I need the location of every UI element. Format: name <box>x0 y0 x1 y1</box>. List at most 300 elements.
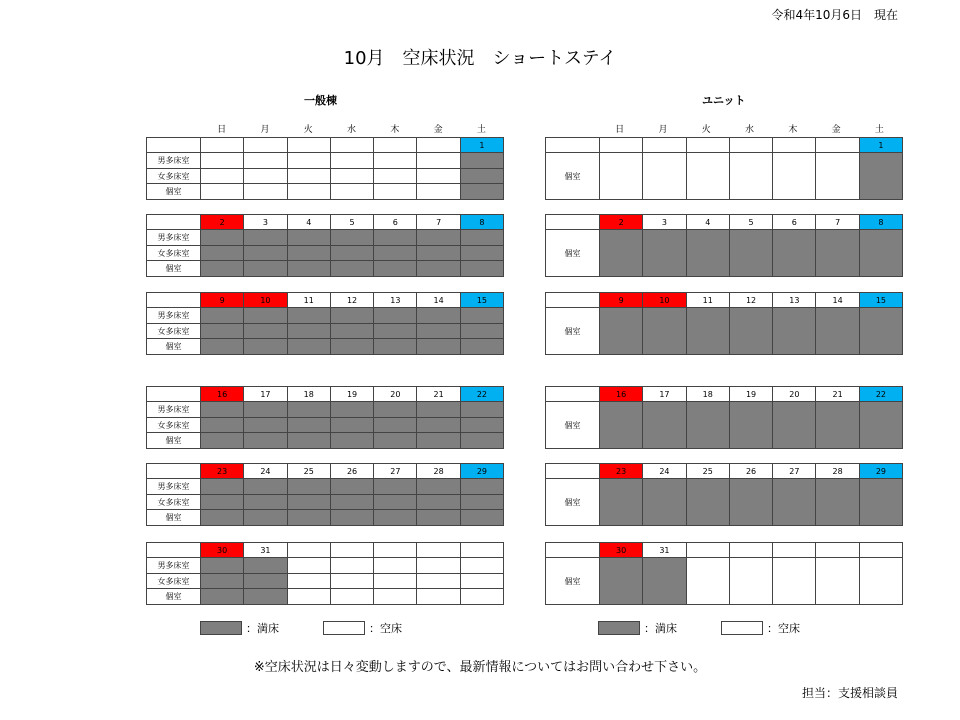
day-number-cell <box>729 138 772 153</box>
availability-cell-full <box>773 308 816 355</box>
legend-full-swatch <box>200 621 242 635</box>
availability-cell-full <box>287 339 330 355</box>
availability-cell-empty <box>330 184 373 200</box>
availability-cell-full <box>686 230 729 277</box>
availability-cell-full <box>460 510 503 526</box>
header-label-cell <box>147 215 201 230</box>
availability-cell-full <box>201 261 244 277</box>
availability-cell-full <box>460 479 503 495</box>
day-number-cell <box>600 138 643 153</box>
availability-cell-full <box>600 230 643 277</box>
weekday-thu: 木 <box>788 125 798 135</box>
availability-cell-full <box>686 308 729 355</box>
availability-cell-empty <box>686 153 729 200</box>
day-number-cell: 2 <box>201 215 244 230</box>
day-number-cell: 29 <box>460 464 503 479</box>
day-number-cell <box>330 138 373 153</box>
availability-cell-full <box>460 308 503 324</box>
day-number-cell: 6 <box>773 215 816 230</box>
day-number-cell: 20 <box>773 387 816 402</box>
room-type-label: 男多床室 <box>147 402 201 418</box>
room-type-label: 個室 <box>147 510 201 526</box>
legend-full-swatch <box>598 621 640 635</box>
availability-cell-full <box>201 589 244 605</box>
availability-cell-full <box>330 433 373 449</box>
header-label-cell <box>546 138 600 153</box>
room-type-label: 女多床室 <box>147 245 201 261</box>
header-label-cell <box>147 543 201 558</box>
availability-cell-full <box>244 510 287 526</box>
availability-cell-full <box>330 230 373 246</box>
day-number-cell: 10 <box>244 293 287 308</box>
availability-cell-full <box>417 323 460 339</box>
legend-empty-label: ：空床 <box>767 622 800 635</box>
availability-cell-full <box>330 494 373 510</box>
room-type-label: 個室 <box>147 261 201 277</box>
availability-cell-empty <box>287 573 330 589</box>
availability-cell-full <box>287 479 330 495</box>
header-label-cell <box>147 464 201 479</box>
room-type-label: 個室 <box>546 153 600 200</box>
day-number-cell <box>729 543 772 558</box>
day-number-cell: 28 <box>816 464 859 479</box>
day-number-cell: 16 <box>201 387 244 402</box>
availability-cell-full <box>201 494 244 510</box>
availability-cell-empty <box>417 184 460 200</box>
weekday-tue: 火 <box>303 125 313 135</box>
day-number-cell <box>686 543 729 558</box>
availability-cell-full <box>460 417 503 433</box>
availability-cell-full <box>374 323 417 339</box>
availability-cell-full <box>417 402 460 418</box>
day-number-cell <box>859 543 902 558</box>
availability-cell-full <box>600 558 643 605</box>
availability-cell-empty <box>287 153 330 169</box>
availability-cell-full <box>643 230 686 277</box>
weekday-fri: 金 <box>831 125 841 135</box>
availability-cell-empty <box>374 589 417 605</box>
availability-cell-full <box>244 433 287 449</box>
availability-cell-full <box>287 494 330 510</box>
day-number-cell: 20 <box>374 387 417 402</box>
availability-cell-full <box>287 433 330 449</box>
day-number-cell: 26 <box>729 464 772 479</box>
room-type-label: 個室 <box>147 589 201 605</box>
day-number-cell: 14 <box>417 293 460 308</box>
availability-cell-full <box>417 417 460 433</box>
room-type-label: 個室 <box>546 479 600 526</box>
day-number-cell: 11 <box>287 293 330 308</box>
availability-cell-empty <box>374 558 417 574</box>
availability-cell-full <box>201 230 244 246</box>
header-label-cell <box>546 293 600 308</box>
availability-cell-full <box>643 479 686 526</box>
availability-cell-full <box>374 261 417 277</box>
calendar-unit-week-4 <box>545 386 903 449</box>
day-number-cell: 7 <box>816 215 859 230</box>
day-number-cell: 18 <box>287 387 330 402</box>
availability-cell-full <box>460 261 503 277</box>
day-number-cell: 31 <box>643 543 686 558</box>
availability-cell-full <box>460 323 503 339</box>
availability-cell-empty <box>643 153 686 200</box>
availability-cell-full <box>201 323 244 339</box>
availability-cell-full <box>374 245 417 261</box>
availability-cell-empty <box>460 558 503 574</box>
section-title-unit: ユニット <box>702 94 746 107</box>
availability-cell-full <box>244 339 287 355</box>
legend-empty-swatch <box>721 621 763 635</box>
weekday-sat: 土 <box>476 125 486 135</box>
availability-cell-full <box>417 261 460 277</box>
availability-cell-full <box>244 402 287 418</box>
availability-cell-full <box>287 510 330 526</box>
availability-cell-empty <box>417 589 460 605</box>
legend-general <box>200 620 402 636</box>
availability-cell-full <box>201 245 244 261</box>
day-number-cell: 25 <box>287 464 330 479</box>
room-type-label: 男多床室 <box>147 230 201 246</box>
availability-cell-full <box>686 402 729 449</box>
availability-cell-full <box>374 417 417 433</box>
availability-cell-full <box>330 479 373 495</box>
day-number-cell: 22 <box>859 387 902 402</box>
availability-cell-full <box>859 402 902 449</box>
day-number-cell: 18 <box>686 387 729 402</box>
day-number-cell <box>816 138 859 153</box>
availability-cell-full <box>287 402 330 418</box>
staff-label: 担当：支援相談員 <box>801 686 898 700</box>
day-number-cell: 1 <box>460 138 503 153</box>
day-number-cell: 30 <box>201 543 244 558</box>
availability-cell-full <box>201 308 244 324</box>
availability-cell-full <box>729 402 772 449</box>
availability-cell-full <box>816 308 859 355</box>
availability-cell-full <box>201 417 244 433</box>
day-number-cell: 17 <box>643 387 686 402</box>
calendar-unit-week-3 <box>545 292 903 355</box>
day-number-cell: 13 <box>374 293 417 308</box>
availability-cell-full <box>729 230 772 277</box>
availability-cell-full <box>460 184 503 200</box>
day-number-cell <box>417 138 460 153</box>
day-number-cell: 23 <box>201 464 244 479</box>
availability-cell-full <box>374 479 417 495</box>
room-type-label: 男多床室 <box>147 479 201 495</box>
legend-empty-label: ：空床 <box>369 622 402 635</box>
weekday-thu: 木 <box>390 125 400 135</box>
weekday-sat: 土 <box>874 125 884 135</box>
room-type-label: 個室 <box>147 184 201 200</box>
day-number-cell: 3 <box>643 215 686 230</box>
day-number-cell: 24 <box>643 464 686 479</box>
availability-cell-full <box>460 230 503 246</box>
availability-cell-full <box>330 323 373 339</box>
weekday-header-unit <box>598 122 901 135</box>
day-number-cell <box>816 543 859 558</box>
room-type-label: 個室 <box>147 339 201 355</box>
availability-cell-full <box>330 417 373 433</box>
room-type-label: 女多床室 <box>147 168 201 184</box>
header-label-cell <box>546 464 600 479</box>
day-number-cell: 9 <box>201 293 244 308</box>
calendar-unit-week-1 <box>545 137 903 200</box>
availability-cell-empty <box>859 558 902 605</box>
availability-cell-empty <box>287 589 330 605</box>
availability-cell-full <box>201 433 244 449</box>
availability-cell-full <box>417 230 460 246</box>
weekday-mon: 月 <box>260 125 270 135</box>
calendar-unit-week-5 <box>545 463 903 526</box>
legend-unit <box>598 620 800 636</box>
day-number-cell: 28 <box>417 464 460 479</box>
weekday-tue: 火 <box>701 125 711 135</box>
availability-cell-full <box>417 510 460 526</box>
day-number-cell: 11 <box>686 293 729 308</box>
availability-cell-full <box>201 402 244 418</box>
room-type-label: 男多床室 <box>147 153 201 169</box>
availability-cell-full <box>859 479 902 526</box>
day-number-cell: 9 <box>600 293 643 308</box>
day-number-cell <box>244 138 287 153</box>
calendar-unit-week-2 <box>545 214 903 277</box>
day-number-cell: 27 <box>374 464 417 479</box>
availability-cell-full <box>330 261 373 277</box>
availability-cell-empty <box>816 153 859 200</box>
availability-cell-full <box>859 230 902 277</box>
day-number-cell: 5 <box>330 215 373 230</box>
availability-cell-full <box>460 494 503 510</box>
day-number-cell: 4 <box>287 215 330 230</box>
availability-cell-empty <box>287 558 330 574</box>
room-type-label: 男多床室 <box>147 308 201 324</box>
availability-cell-empty <box>201 184 244 200</box>
availability-cell-full <box>374 308 417 324</box>
room-type-label: 個室 <box>147 433 201 449</box>
day-number-cell: 1 <box>859 138 902 153</box>
day-number-cell: 30 <box>600 543 643 558</box>
day-number-cell: 15 <box>859 293 902 308</box>
day-number-cell: 31 <box>244 543 287 558</box>
availability-cell-full <box>859 308 902 355</box>
availability-cell-full <box>816 479 859 526</box>
availability-cell-empty <box>330 168 373 184</box>
availability-cell-empty <box>201 168 244 184</box>
availability-cell-empty <box>417 168 460 184</box>
availability-cell-empty <box>330 573 373 589</box>
availability-cell-full <box>244 479 287 495</box>
availability-cell-empty <box>773 558 816 605</box>
availability-cell-empty <box>201 153 244 169</box>
legend-empty-swatch <box>323 621 365 635</box>
availability-cell-full <box>244 573 287 589</box>
availability-cell-full <box>244 261 287 277</box>
availability-cell-full <box>460 402 503 418</box>
calendar-general-week-5 <box>146 463 504 526</box>
room-type-label: 男多床室 <box>147 558 201 574</box>
calendar-general-week-3 <box>146 292 504 355</box>
availability-cell-full <box>417 479 460 495</box>
calendar-general-week-2 <box>146 214 504 277</box>
availability-cell-full <box>201 558 244 574</box>
room-type-label: 女多床室 <box>147 323 201 339</box>
availability-cell-empty <box>330 558 373 574</box>
room-type-label: 個室 <box>546 230 600 277</box>
availability-cell-full <box>374 339 417 355</box>
header-label-cell <box>147 138 201 153</box>
section-title-general: 一般棟 <box>304 94 337 107</box>
day-number-cell: 25 <box>686 464 729 479</box>
availability-cell-empty <box>287 168 330 184</box>
weekday-header-general <box>200 122 503 135</box>
availability-cell-empty <box>287 184 330 200</box>
availability-cell-empty <box>600 153 643 200</box>
day-number-cell: 27 <box>773 464 816 479</box>
day-number-cell: 16 <box>600 387 643 402</box>
day-number-cell: 5 <box>729 215 772 230</box>
availability-cell-full <box>417 433 460 449</box>
availability-cell-full <box>374 230 417 246</box>
availability-cell-full <box>600 308 643 355</box>
day-number-cell <box>201 138 244 153</box>
day-number-cell <box>287 138 330 153</box>
day-number-cell: 6 <box>374 215 417 230</box>
availability-cell-empty <box>330 589 373 605</box>
day-number-cell <box>417 543 460 558</box>
availability-cell-full <box>330 245 373 261</box>
availability-cell-full <box>417 245 460 261</box>
availability-cell-empty <box>244 168 287 184</box>
header-label-cell <box>546 387 600 402</box>
availability-cell-full <box>330 308 373 324</box>
availability-cell-full <box>773 402 816 449</box>
header-label-cell <box>546 543 600 558</box>
day-number-cell: 17 <box>244 387 287 402</box>
availability-cell-empty <box>686 558 729 605</box>
date-note: 令和4年10月6日 現在 <box>771 8 898 22</box>
room-type-label: 個室 <box>546 558 600 605</box>
header-label-cell <box>147 387 201 402</box>
availability-cell-full <box>374 433 417 449</box>
availability-cell-full <box>417 339 460 355</box>
availability-cell-empty <box>374 184 417 200</box>
availability-cell-full <box>374 510 417 526</box>
availability-cell-full <box>244 230 287 246</box>
availability-cell-full <box>330 402 373 418</box>
availability-cell-full <box>330 510 373 526</box>
availability-cell-full <box>460 433 503 449</box>
notice-text: ※空床状況は日々変動しますので、最新情報についてはお問い合わせ下さい。 <box>253 660 707 675</box>
availability-cell-empty <box>460 589 503 605</box>
day-number-cell: 12 <box>729 293 772 308</box>
weekday-mon: 月 <box>658 125 668 135</box>
room-type-label: 女多床室 <box>147 494 201 510</box>
weekday-wed: 水 <box>347 125 357 135</box>
day-number-cell: 8 <box>859 215 902 230</box>
header-label-cell <box>546 215 600 230</box>
availability-cell-empty <box>460 573 503 589</box>
day-number-cell <box>686 138 729 153</box>
calendar-general-week-1 <box>146 137 504 200</box>
availability-cell-full <box>287 230 330 246</box>
availability-cell-empty <box>330 153 373 169</box>
availability-cell-empty <box>374 153 417 169</box>
availability-cell-full <box>244 589 287 605</box>
availability-cell-empty <box>244 184 287 200</box>
day-number-cell <box>773 138 816 153</box>
calendar-unit-week-6 <box>545 542 903 605</box>
day-number-cell: 14 <box>816 293 859 308</box>
availability-cell-full <box>374 494 417 510</box>
day-number-cell: 19 <box>729 387 772 402</box>
day-number-cell <box>643 138 686 153</box>
availability-cell-empty <box>417 573 460 589</box>
page-title: 10月 空床状況 ショートステイ <box>343 48 617 69</box>
room-type-label: 個室 <box>546 402 600 449</box>
room-type-label: 女多床室 <box>147 417 201 433</box>
availability-cell-full <box>287 323 330 339</box>
availability-cell-full <box>816 230 859 277</box>
availability-cell-full <box>773 230 816 277</box>
day-number-cell: 7 <box>417 215 460 230</box>
legend-full-label: ：満床 <box>644 622 677 635</box>
availability-cell-empty <box>244 153 287 169</box>
availability-cell-full <box>816 402 859 449</box>
availability-cell-full <box>859 153 902 200</box>
availability-cell-full <box>244 323 287 339</box>
day-number-cell: 8 <box>460 215 503 230</box>
calendar-general-week-4 <box>146 386 504 449</box>
day-number-cell <box>773 543 816 558</box>
availability-cell-empty <box>729 558 772 605</box>
weekday-wed: 水 <box>745 125 755 135</box>
availability-cell-full <box>374 402 417 418</box>
day-number-cell: 12 <box>330 293 373 308</box>
availability-cell-full <box>201 339 244 355</box>
availability-cell-full <box>729 308 772 355</box>
availability-cell-full <box>330 339 373 355</box>
day-number-cell <box>460 543 503 558</box>
availability-cell-full <box>460 153 503 169</box>
availability-cell-full <box>460 168 503 184</box>
header-label-cell <box>147 293 201 308</box>
day-number-cell: 2 <box>600 215 643 230</box>
availability-cell-full <box>287 245 330 261</box>
day-number-cell: 23 <box>600 464 643 479</box>
weekday-sun: 日 <box>217 125 227 135</box>
availability-cell-full <box>201 479 244 495</box>
availability-cell-full <box>686 479 729 526</box>
availability-cell-full <box>287 308 330 324</box>
day-number-cell <box>330 543 373 558</box>
day-number-cell: 21 <box>417 387 460 402</box>
availability-cell-empty <box>773 153 816 200</box>
legend-full-label: ：満床 <box>246 622 279 635</box>
availability-cell-full <box>417 494 460 510</box>
availability-cell-full <box>643 402 686 449</box>
calendar-general-week-6 <box>146 542 504 605</box>
room-type-label: 女多床室 <box>147 573 201 589</box>
availability-cell-full <box>244 494 287 510</box>
availability-cell-full <box>417 308 460 324</box>
day-number-cell <box>287 543 330 558</box>
day-number-cell: 21 <box>816 387 859 402</box>
availability-cell-empty <box>417 153 460 169</box>
availability-cell-full <box>600 402 643 449</box>
day-number-cell: 13 <box>773 293 816 308</box>
day-number-cell: 26 <box>330 464 373 479</box>
availability-cell-full <box>287 417 330 433</box>
